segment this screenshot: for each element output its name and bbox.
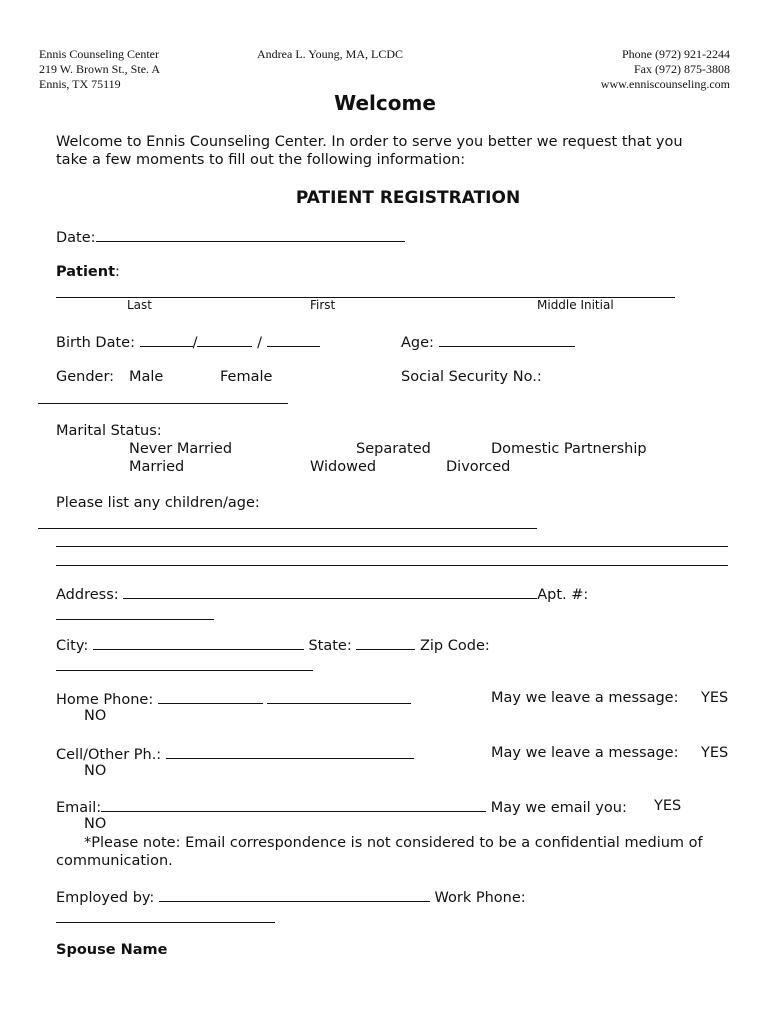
apt-field[interactable] [56, 619, 214, 620]
welcome-title: Welcome [334, 91, 436, 115]
city-row [56, 635, 490, 655]
email-no[interactable]: NO [84, 816, 107, 832]
email-row [56, 797, 627, 817]
cell-message-no[interactable]: NO [84, 763, 107, 779]
provider-name: Andrea L. Young, MA, LCDC [257, 47, 404, 61]
employer-field[interactable] [159, 887, 430, 902]
website-url: www.enniscounseling.com [600, 77, 730, 91]
age-field[interactable] [439, 332, 575, 347]
intro-line-1: Welcome to Ennis Counseling Center. In order to serve you better we request that you [56, 134, 683, 150]
center-name: Ennis Counseling Center [39, 47, 159, 61]
address-label: Address: [56, 587, 119, 603]
date-label: Date: [56, 230, 96, 246]
marital-widowed[interactable]: Widowed [310, 459, 377, 475]
cell-message-yes[interactable]: YES [701, 745, 729, 761]
gender-label: Gender: [56, 369, 115, 385]
email-label: Email: [56, 800, 102, 816]
work-phone-field[interactable] [56, 922, 275, 923]
email-yes[interactable]: YES [654, 798, 682, 814]
birth-day-field[interactable] [197, 332, 252, 347]
employer-row [56, 887, 526, 907]
employer-label: Employed by: [56, 890, 155, 906]
email-note-line-1: *Please note: Email correspondence is not considered to be a confidential medium of [84, 835, 703, 851]
marital-domestic-partnership[interactable]: Domestic Partnership [491, 441, 647, 457]
email-question: May we email you: [490, 800, 627, 816]
patient-label: Patient [56, 264, 116, 280]
children-line-2[interactable] [56, 546, 728, 547]
home-phone-label: Home Phone: [56, 692, 154, 708]
state-label: State: [308, 638, 352, 654]
ssn-field[interactable] [38, 403, 288, 404]
zip-field[interactable] [56, 670, 313, 671]
cell-phone-field[interactable] [166, 744, 414, 759]
marital-never-married[interactable]: Never Married [129, 441, 233, 457]
birth-month-field[interactable] [140, 332, 193, 347]
city-label: City: [56, 638, 89, 654]
marital-married[interactable]: Married [129, 459, 185, 475]
ssn-label: Social Security No.: [401, 369, 542, 385]
center-street: 219 W. Brown St., Ste. A [39, 62, 161, 76]
zip-label: Zip Code: [419, 638, 490, 654]
children-line-3[interactable] [56, 565, 728, 566]
last-name-caption: Last [127, 298, 152, 312]
gender-option-female[interactable]: Female [220, 369, 273, 385]
email-note-line-2: communication. [56, 853, 173, 869]
children-line-1[interactable] [38, 528, 537, 529]
age-row [401, 332, 575, 352]
age-label: Age: [401, 335, 434, 351]
date-field[interactable] [96, 227, 405, 242]
address-row [56, 584, 588, 604]
cell-phone-row [56, 744, 414, 764]
form-title: PATIENT REGISTRATION [295, 188, 521, 208]
cell-phone-label: Cell/Other Ph.: [56, 747, 162, 763]
email-field[interactable] [101, 797, 486, 812]
intro-line-2: take a few moments to fill out the following information: [56, 152, 466, 168]
children-label: Please list any children/age: [56, 495, 260, 511]
fax-number: Fax (972) 875-3808 [634, 62, 730, 76]
marital-status-label: Marital Status: [56, 423, 162, 439]
intro-text [56, 133, 683, 169]
home-message-yes[interactable]: YES [701, 690, 729, 706]
patient-heading: Patient: [56, 264, 120, 280]
center-city: Ennis, TX 75119 [39, 77, 121, 91]
phone-number: Phone (972) 921-2244 [622, 47, 730, 61]
apt-label: Apt. #: [537, 587, 589, 603]
middle-initial-caption: Middle Initial [537, 298, 614, 312]
marital-separated[interactable]: Separated [356, 441, 431, 457]
birth-date-label: Birth Date: [56, 335, 135, 351]
address-field[interactable] [123, 584, 537, 599]
home-phone-row [56, 689, 411, 709]
work-phone-label: Work Phone: [434, 890, 526, 906]
home-phone-area-field[interactable] [158, 689, 263, 704]
birth-date-row: Birth Date: / / [56, 332, 320, 352]
city-field[interactable] [93, 635, 304, 650]
letterhead-right [601, 47, 730, 92]
state-field[interactable] [356, 635, 415, 650]
date-row [56, 227, 405, 247]
birth-year-field[interactable] [267, 332, 320, 347]
cell-message-question: May we leave a message: [491, 745, 679, 761]
marital-divorced[interactable]: Divorced [446, 459, 511, 475]
letterhead-left [39, 47, 160, 92]
gender-option-male[interactable]: Male [129, 369, 164, 385]
first-name-caption: First [310, 298, 336, 312]
home-message-no[interactable]: NO [84, 708, 107, 724]
home-message-question: May we leave a message: [491, 690, 679, 706]
spouse-name-label: Spouse Name [56, 942, 168, 958]
home-phone-number-field[interactable] [267, 689, 411, 704]
